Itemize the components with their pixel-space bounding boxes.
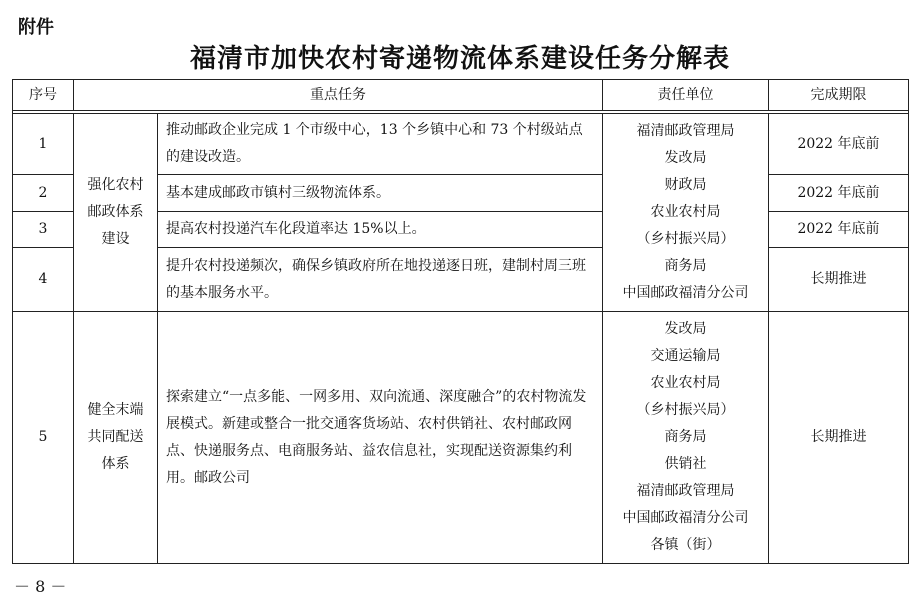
- table-header-row: [13, 80, 909, 111]
- task-description: 探索建立“一点多能、一网多用、双向流通、深度融合”的农村物流发展模式。新建或整合一批交通客货场站、农村供销社、农村邮政网点、快递服务点、电商服务站、益农信息社，实现配送资源集约利用。邮政公司: [158, 312, 603, 564]
- category-line: 建设: [101, 231, 130, 247]
- task-description: 基本建成邮政市镇村三级物流体系。: [158, 175, 603, 212]
- attachment-label: 附件: [18, 17, 54, 38]
- deadline-cell: 2022 年底前: [769, 175, 909, 212]
- category-line: 共同配送: [87, 429, 144, 445]
- unit-line: 供销社: [664, 456, 707, 472]
- table-row: [13, 114, 909, 175]
- header-no: 序号: [13, 80, 74, 111]
- category-line: 健全末端: [87, 402, 144, 418]
- page-number: － 8 －: [14, 577, 67, 596]
- unit-line: 财政局: [664, 177, 707, 193]
- unit-line: 发改局: [664, 150, 707, 166]
- unit-line: 中国邮政福清分公司: [622, 285, 749, 301]
- document-title: 福清市加快农村寄递物流体系建设任务分解表: [189, 44, 730, 74]
- unit-line: 交通运输局: [650, 348, 721, 364]
- task-description: 推动邮政企业完成 1 个市级中心，13 个乡镇中心和 73 个村级站点的建设改造。: [158, 114, 603, 175]
- responsible-units-cell: [603, 114, 769, 312]
- row-number: 5: [13, 312, 74, 564]
- table-row: [13, 312, 909, 564]
- unit-line: 中国邮政福清分公司: [622, 510, 749, 526]
- category-line: 邮政体系: [87, 204, 144, 220]
- row-number: 2: [13, 175, 74, 212]
- unit-line: 福清邮政管理局: [636, 123, 735, 139]
- unit-line: 发改局: [664, 321, 707, 337]
- deadline-cell: 长期推进: [769, 312, 909, 564]
- unit-line: 农业农村局: [650, 204, 721, 220]
- unit-line: （乡村振兴局）: [636, 402, 735, 418]
- header-task: 重点任务: [74, 80, 603, 111]
- deadline-cell: 2022 年底前: [769, 212, 909, 248]
- deadline-cell: 长期推进: [769, 248, 909, 312]
- row-number: 3: [13, 212, 74, 248]
- category-line: 体系: [101, 456, 130, 472]
- row-number: 4: [13, 248, 74, 312]
- unit-line: （乡村振兴局）: [636, 231, 735, 247]
- unit-line: 各镇（街）: [650, 537, 721, 553]
- category-cell: [74, 312, 158, 564]
- unit-line: 商务局: [664, 258, 707, 274]
- category-cell: [74, 114, 158, 312]
- header-units: 责任单位: [603, 80, 769, 111]
- header-deadline: 完成期限: [769, 80, 909, 111]
- task-description: 提高农村投递汽车化段道率达 15%以上。: [158, 212, 603, 248]
- task-description: 提升农村投递频次，确保乡镇政府所在地投递逐日班，建制村周三班的基本服务水平。: [158, 248, 603, 312]
- unit-line: 农业农村局: [650, 375, 721, 391]
- row-number: 1: [13, 114, 74, 175]
- unit-line: 商务局: [664, 429, 707, 445]
- deadline-cell: 2022 年底前: [769, 114, 909, 175]
- category-line: 强化农村: [87, 177, 144, 193]
- responsible-units-cell: [603, 312, 769, 564]
- task-breakdown-table: [12, 79, 909, 564]
- unit-line: 福清邮政管理局: [636, 483, 735, 499]
